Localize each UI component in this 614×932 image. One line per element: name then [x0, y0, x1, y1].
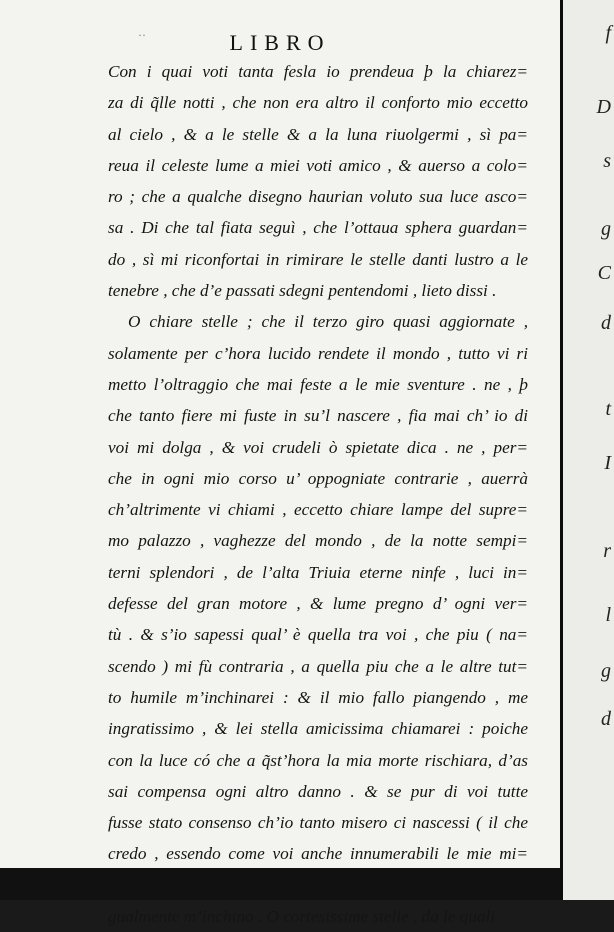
- text-line: ingratissimo , & lei stella amicissima chiamarei : poiche: [108, 719, 528, 739]
- facing-page-glyph: D: [596, 96, 611, 118]
- text-line: credo , essendo come voi anche innumerabili le mie mi=: [108, 844, 528, 864]
- text-line: to humile m’inchinarei : & il mio fallo piangendo , me: [108, 687, 528, 707]
- text-line: sai compensa ogni altro danno . & se pur di voi tutte: [108, 781, 528, 801]
- text-line: tù . & s’io sapessi qual’ è quella tra voi , che piu ( na=: [108, 625, 528, 645]
- text-line: che tanto fiere mi fuste in su’l nascere , fia mai ch’ io di: [108, 406, 528, 426]
- facing-page-glyph: g: [601, 660, 611, 682]
- text-line: metto l’oltraggio che mai feste a le mie sventure . ne , þ: [108, 374, 528, 394]
- text-line: reua il celeste lume a miei voti amico , & auerso a colo=: [108, 155, 528, 175]
- scan-bottom-border: [0, 868, 560, 900]
- text-line: fusse stato consenso ch’io tanto misero ci nascessi ( il che: [108, 813, 528, 833]
- text-line: do , sì mi riconfortai in rimirare le stelle danti lustro a le: [108, 249, 528, 269]
- text-line: za di q̃lle notti , che non era altro il conforto mio eccetto: [108, 93, 528, 113]
- text-line: mo palazzo , vaghezze del mondo , de la notte sempi=: [108, 531, 528, 551]
- facing-page-glyph: d: [601, 312, 611, 334]
- facing-page-glyph: s: [603, 150, 611, 172]
- facing-page-glyph: I: [604, 452, 611, 474]
- page-gutter-shadow: [560, 0, 563, 900]
- text-line: che in ogni mio corso u’ oppogniate contrarie , auerrà: [108, 468, 528, 488]
- text-line: ch’altrimente vi chiami , eccetto chiare lampe del supre=: [108, 500, 528, 520]
- body-text: [108, 56, 528, 932]
- header-mark: ··: [138, 28, 146, 42]
- facing-page-glyph: t: [605, 398, 611, 420]
- text-line: al cielo , & a le stelle & a la luna riuolgermi , sì pa=: [108, 124, 528, 144]
- text-line: terni splendori , de l’alta Triuia eterne ninfe , luci in=: [108, 562, 528, 582]
- facing-page-glyph: d: [601, 708, 611, 730]
- facing-page-glyph: C: [597, 262, 611, 284]
- text-line: gualmente m’inchino . O cortesissime stelle , da le quali: [108, 907, 496, 927]
- facing-page-glyph: r: [603, 540, 611, 562]
- text-line: solamente per c’hora lucido rendete il mondo , tutto vi ri: [108, 343, 528, 363]
- facing-page-glyph: l: [605, 604, 611, 626]
- text-line: sa . Di che tal fiata seguì , che l’ottaua sphera guardan=: [108, 218, 528, 238]
- text-line: defesse del gran motore , & lume pregno d’ ogni ver=: [108, 594, 528, 614]
- running-head-title: LIBRO: [229, 30, 331, 55]
- facing-page-glyph: g: [601, 218, 611, 240]
- text-line: Con i quai voti tanta fesla io prendeua þ la chiarez=: [108, 62, 528, 81]
- text-line: O chiare stelle ; che il terzo giro quasi aggiornate ,: [128, 312, 528, 332]
- facing-page-edge: [560, 0, 614, 900]
- text-line: ro ; che a qualche disegno haurian voluto sua luce asco=: [108, 187, 528, 207]
- text-line: voi mi dolga , & voi crudeli ò spietate dica . ne , per=: [108, 437, 528, 457]
- text-line: scendo ) mi fù contraria , a quella piu che a le altre tut=: [108, 656, 528, 676]
- text-line: con la luce có che a q̃st’hora la mia morte rischiara, d’as: [108, 750, 528, 770]
- text-line: tenebre , che d’e passati sdegni pentendomi , lieto dissi .: [108, 281, 497, 301]
- facing-page-glyph: f: [605, 22, 611, 44]
